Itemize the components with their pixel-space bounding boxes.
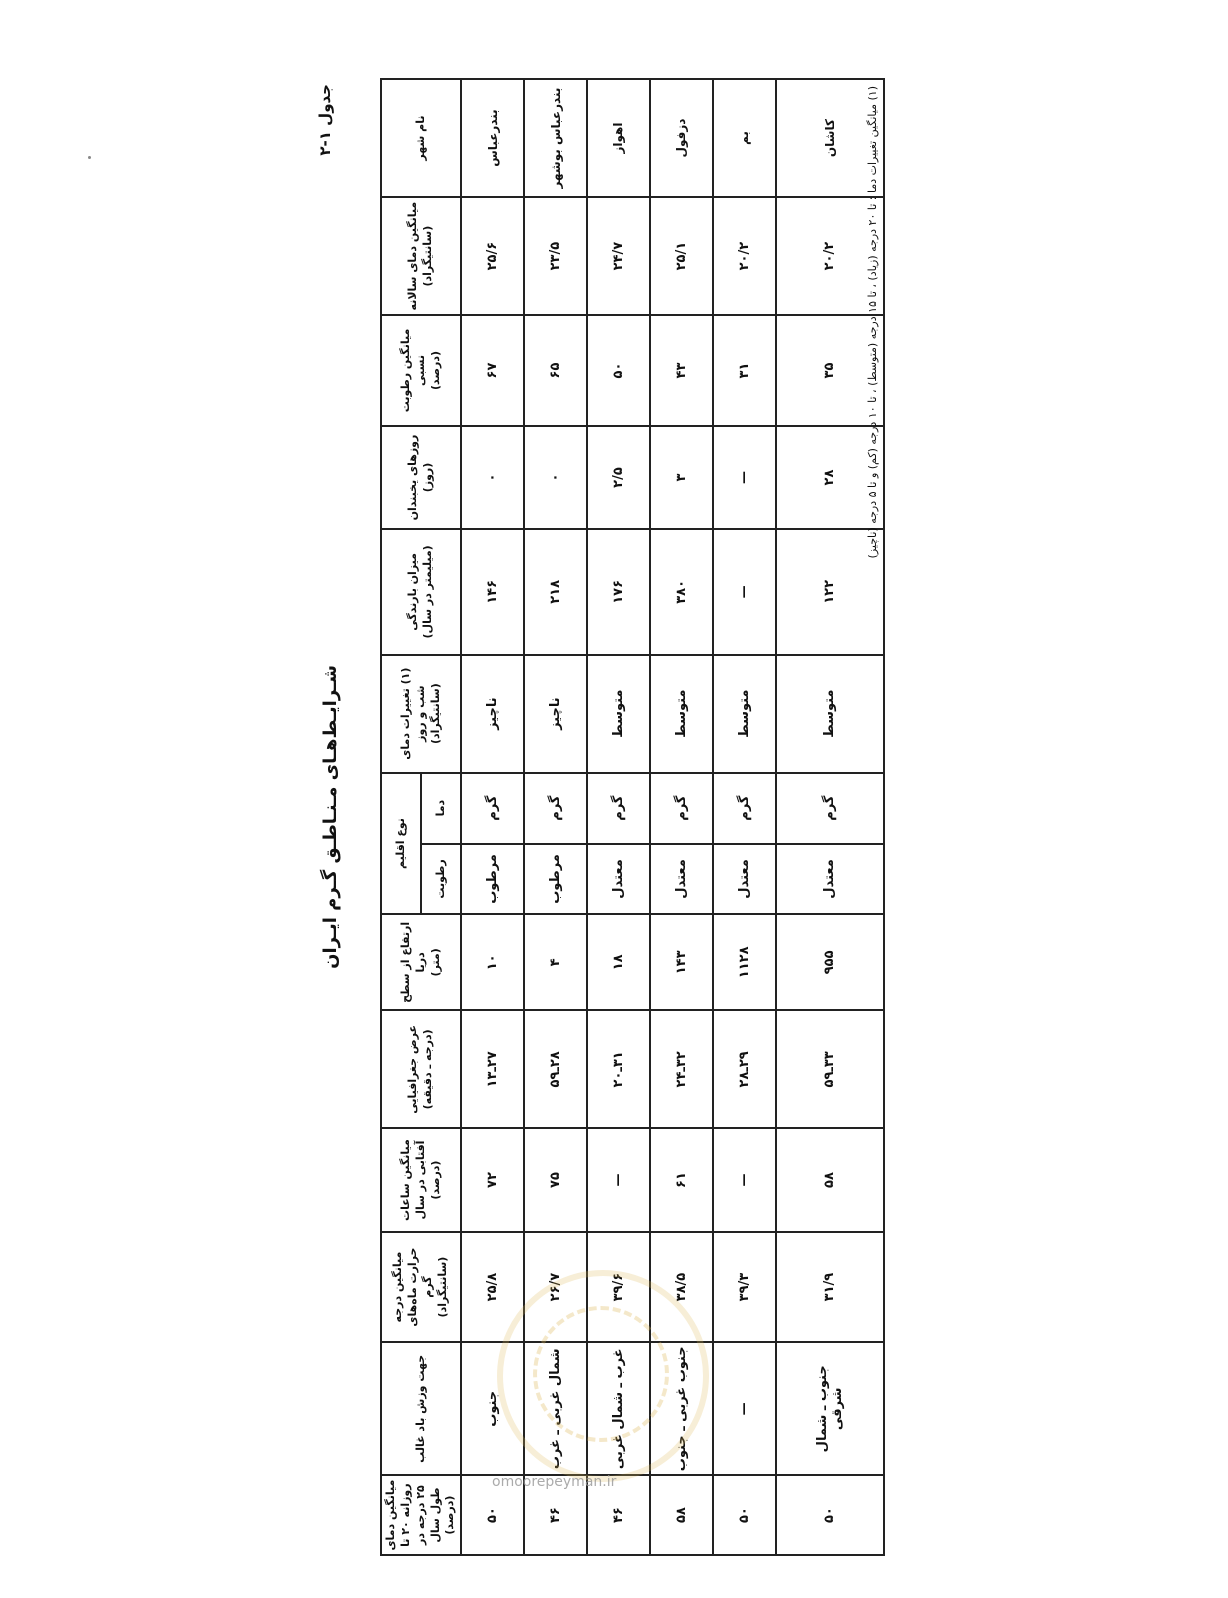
cell-alt: ۹۵۵ — [776, 914, 884, 1010]
cell-clim-hum: معتدل — [776, 844, 884, 915]
cell-lat: ۲۷ـ۱۳ — [461, 1010, 524, 1128]
cell-clim-hum: معتدل — [713, 844, 776, 915]
cell-humidity: ۵۰ — [587, 315, 650, 426]
cell-clim-temp: گرم — [461, 773, 524, 844]
cell-temp: ۲۵/۶ — [461, 197, 524, 315]
cell-alt: ۱۸ — [587, 914, 650, 1010]
table-row — [713, 79, 776, 1555]
cell-temp: ۲۵/۱ — [650, 197, 713, 315]
cell-clim-hum: معتدل — [650, 844, 713, 915]
cell-frost: ۲/۵ — [587, 426, 650, 529]
cell-sun: — — [587, 1128, 650, 1231]
cell-wind: غرب ـ شمال غربی — [587, 1342, 650, 1475]
header-rainfall: میزان بارندگی (میلیمتر در سال) — [381, 529, 461, 654]
cell-dt: متوسط — [713, 655, 776, 773]
cell-frost: — — [713, 426, 776, 529]
page-title: شـرايـط‌هـای مـنـاطـق گـرم ایـران — [320, 665, 341, 969]
cell-frost: ۳ — [650, 426, 713, 529]
cell-hot: ۳۱/۹ — [776, 1232, 884, 1343]
cell-mild: ۵۰ — [461, 1475, 524, 1555]
cell-mild: ۵۰ — [713, 1475, 776, 1555]
cell-alt: ۱۱۲۸ — [713, 914, 776, 1010]
cell-clim-hum: مرطوب — [461, 844, 524, 915]
cell-sun: — — [713, 1128, 776, 1231]
cell-city: کاشان — [776, 79, 884, 197]
cell-lat: ۲۸ـ۵۹ — [524, 1010, 587, 1128]
cell-rain: ۲۱۸ — [524, 529, 587, 654]
cell-alt: ۴ — [524, 914, 587, 1010]
cell-temp: ۲۰/۲ — [713, 197, 776, 315]
cell-hot: ۳۹/۶ — [587, 1232, 650, 1343]
cell-humidity: ۶۵ — [524, 315, 587, 426]
cell-hot: ۳۸/۵ — [650, 1232, 713, 1343]
cell-humidity: ۳۱ — [713, 315, 776, 426]
cell-hot: ۳۹/۳ — [713, 1232, 776, 1343]
cell-wind: جنوب ـ شمال شرقی — [776, 1342, 884, 1475]
header-mild-days: میانگین دمای روزانه ۲۰ تا ۲۵ درجه در طول سال (درصد) — [381, 1475, 461, 1555]
header-climate-type: نوع اقلیم — [381, 773, 421, 915]
header-temp-variation: (۱) تغییرات دمای شب و روز (سانتیگراد) — [381, 655, 461, 773]
header-humidity: میانگین رطوبت نسبی (درصد) — [381, 315, 461, 426]
cell-mild: ۴۶ — [524, 1475, 587, 1555]
cell-lat: ۳۲ـ۲۴ — [650, 1010, 713, 1128]
header-frost-days: روزهای یخبندان (روز) — [381, 426, 461, 529]
table-header — [381, 79, 461, 1555]
header-wind: جهت وزش باد غالب — [381, 1342, 461, 1475]
cell-dt: متوسط — [650, 655, 713, 773]
cell-wind: — — [713, 1342, 776, 1475]
cell-frost: ۰ — [461, 426, 524, 529]
caption-row — [310, 78, 372, 1556]
cell-humidity: ۶۷ — [461, 315, 524, 426]
cell-lat: ۲۹ـ۲۸ — [713, 1010, 776, 1128]
header-city: نام شهر — [381, 79, 461, 197]
cell-frost: ۲۸ — [776, 426, 884, 529]
cell-city: اهواز — [587, 79, 650, 197]
cell-clim-temp: گرم — [650, 773, 713, 844]
cell-wind: جنوب — [461, 1342, 524, 1475]
cell-wind: شمال غربی ـ غرب — [524, 1342, 587, 1475]
cell-dt: ناچیز — [524, 655, 587, 773]
cell-sun: ۶۱ — [650, 1128, 713, 1231]
cell-dt: متوسط — [776, 655, 884, 773]
cell-rain: — — [713, 529, 776, 654]
cell-clim-temp: گرم — [587, 773, 650, 844]
cell-city: بم — [713, 79, 776, 197]
cell-hot: ۲۵/۸ — [461, 1232, 524, 1343]
cell-frost: ۰ — [524, 426, 587, 529]
cell-clim-temp: گرم — [524, 773, 587, 844]
table-label: جدول ۱-۲ — [316, 84, 334, 156]
cell-humidity: ۴۳ — [650, 315, 713, 426]
cell-temp: ۲۳/۵ — [524, 197, 587, 315]
cell-rain: ۱۷۶ — [587, 529, 650, 654]
cell-clim-hum: مرطوب — [524, 844, 587, 915]
stray-dot — [88, 156, 91, 159]
cell-alt: ۱۴۳ — [650, 914, 713, 1010]
header-altitude: ارتفاع از سطح دریا (متر) — [381, 914, 461, 1010]
cell-city: بندرعباس — [461, 79, 524, 197]
header-hot-month-temp: میانگین درجه حرارت ماه‌های گرم (سانتیگراد) — [381, 1232, 461, 1343]
cell-humidity: ۳۵ — [776, 315, 884, 426]
header-sunshine: میانگین ساعات آفتابی در سال (درصد) — [381, 1128, 461, 1231]
cell-clim-temp: گرم — [776, 773, 884, 844]
cell-mild: ۵۸ — [650, 1475, 713, 1555]
cell-lat: ۳۳ـ۵۹ — [776, 1010, 884, 1128]
cell-sun: ۵۸ — [776, 1128, 884, 1231]
cell-alt: ۱۰ — [461, 914, 524, 1010]
footnote: (۱) میانگین تغییرات دما : تا ۲۰ درجه (زیاد) ، تا ۱۵ درجه (متوسط) ، تا ۱۰ درجه (کم) و تا ۵ درجه (ناچیز) — [866, 86, 879, 559]
cell-rain: ۱۴۶ — [461, 529, 524, 654]
cell-rain: ۱۲۲ — [776, 529, 884, 654]
cell-wind: جنوب غربی ـ جنوب — [650, 1342, 713, 1475]
cell-clim-hum: معتدل — [587, 844, 650, 915]
cell-dt: متوسط — [587, 655, 650, 773]
cell-temp: ۲۴/۷ — [587, 197, 650, 315]
cell-city: دزفول — [650, 79, 713, 197]
cell-mild: ۵۰ — [776, 1475, 884, 1555]
cell-clim-temp: گرم — [713, 773, 776, 844]
cell-mild: ۴۶ — [587, 1475, 650, 1555]
watermark-text: omoorepeyman.ir — [492, 1474, 617, 1490]
cell-hot: ۲۶/۷ — [524, 1232, 587, 1343]
header-climate-humidity: رطوبت — [421, 844, 461, 915]
header-latitude: عرض جغرافیایی (درجه ـ دقیقه) — [381, 1010, 461, 1128]
watermark-seal — [497, 1270, 709, 1482]
cell-dt: ناچیز — [461, 655, 524, 773]
cell-temp: ۲۰/۲ — [776, 197, 884, 315]
cell-sun: ۷۲ — [461, 1128, 524, 1231]
header-annual-temp: میانگین دمای سالانه (سانتیگراد) — [381, 197, 461, 315]
header-climate-temp: دما — [421, 773, 461, 844]
cell-rain: ۳۸۰ — [650, 529, 713, 654]
cell-sun: ۷۵ — [524, 1128, 587, 1231]
cell-city: بندرعباس بوشهر — [524, 79, 587, 197]
cell-lat: ۳۱ـ۲۰ — [587, 1010, 650, 1128]
